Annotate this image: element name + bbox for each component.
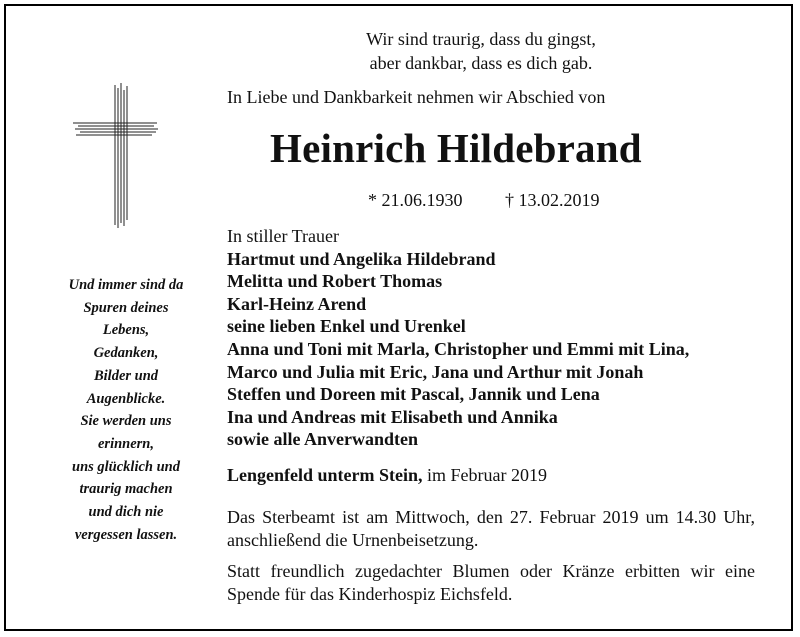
cross-icon (70, 80, 160, 230)
motto-line-1: Wir sind traurig, dass du gingst, (366, 29, 596, 49)
donation-request: Statt freundlich zugedachter Blumen oder Kränze erbitten wir eine Spende für das Kinderhospiz Eichsfeld. (227, 561, 755, 604)
birth-date: * 21.06.1930 (368, 190, 463, 210)
mourner-line: Karl-Heinz Arend (227, 293, 367, 314)
motto (350, 27, 612, 75)
mourner-line: sowie alle Anverwandten (227, 429, 418, 450)
intro-text: In Liebe und Dankbarkeit nehmen wir Abschied von (227, 87, 606, 107)
life-dates (368, 190, 600, 211)
mourners-heading: In stiller Trauer (227, 226, 339, 246)
side-quote-line: traurig machen (79, 481, 173, 498)
side-quote-line: Bilder und (93, 367, 159, 384)
mourner-line: Steffen und Doreen mit Pascal, Jannik und Lena (227, 384, 600, 405)
side-quote-line: Sie werden uns (80, 413, 172, 430)
mourner-line: seine lieben Enkel und Urenkel (227, 316, 466, 337)
place-month: im Februar 2019 (427, 465, 547, 485)
side-quote-line: und dich nie (88, 504, 164, 521)
side-quote-line: Und immer sind da (68, 277, 184, 293)
place-name: Lengenfeld unterm Stein, (227, 465, 423, 485)
place-date (227, 465, 547, 486)
motto-line-2: aber dankbar, dass es dich gab. (369, 53, 593, 73)
mourner-line: Ina und Andreas mit Elisabeth und Annika (227, 406, 558, 427)
service-notice: Das Sterbeamt ist am Mittwoch, den 27. Februar 2019 um 14.30 Uhr, anschließend die Urnenbeisetzung. (227, 507, 755, 550)
side-quote-line: Gedanken, (93, 345, 159, 362)
side-quote-line: Augenblicke. (86, 390, 166, 407)
mourner-line: Anna und Toni mit Marla, Christopher und Emmi mit Lina, (227, 338, 690, 359)
side-quote (40, 274, 212, 546)
mourner-line: Marco und Julia mit Eric, Jana und Arthur mit Jonah (227, 361, 644, 382)
deceased-name: Heinrich Hildebrand (270, 125, 642, 171)
mourners-list (227, 225, 689, 451)
side-quote-line: erinnern, (97, 435, 154, 452)
side-quote-line: Spuren deines (83, 299, 169, 316)
side-quote-line: Lebens, (102, 322, 150, 339)
death-date: † 13.02.2019 (505, 190, 600, 210)
mourner-line: Melitta und Robert Thomas (227, 271, 443, 292)
side-quote-line: uns glücklich und (72, 458, 180, 475)
mourner-line: Hartmut und Angelika Hildebrand (227, 248, 496, 269)
side-quote-line: vergessen lassen. (74, 526, 178, 543)
